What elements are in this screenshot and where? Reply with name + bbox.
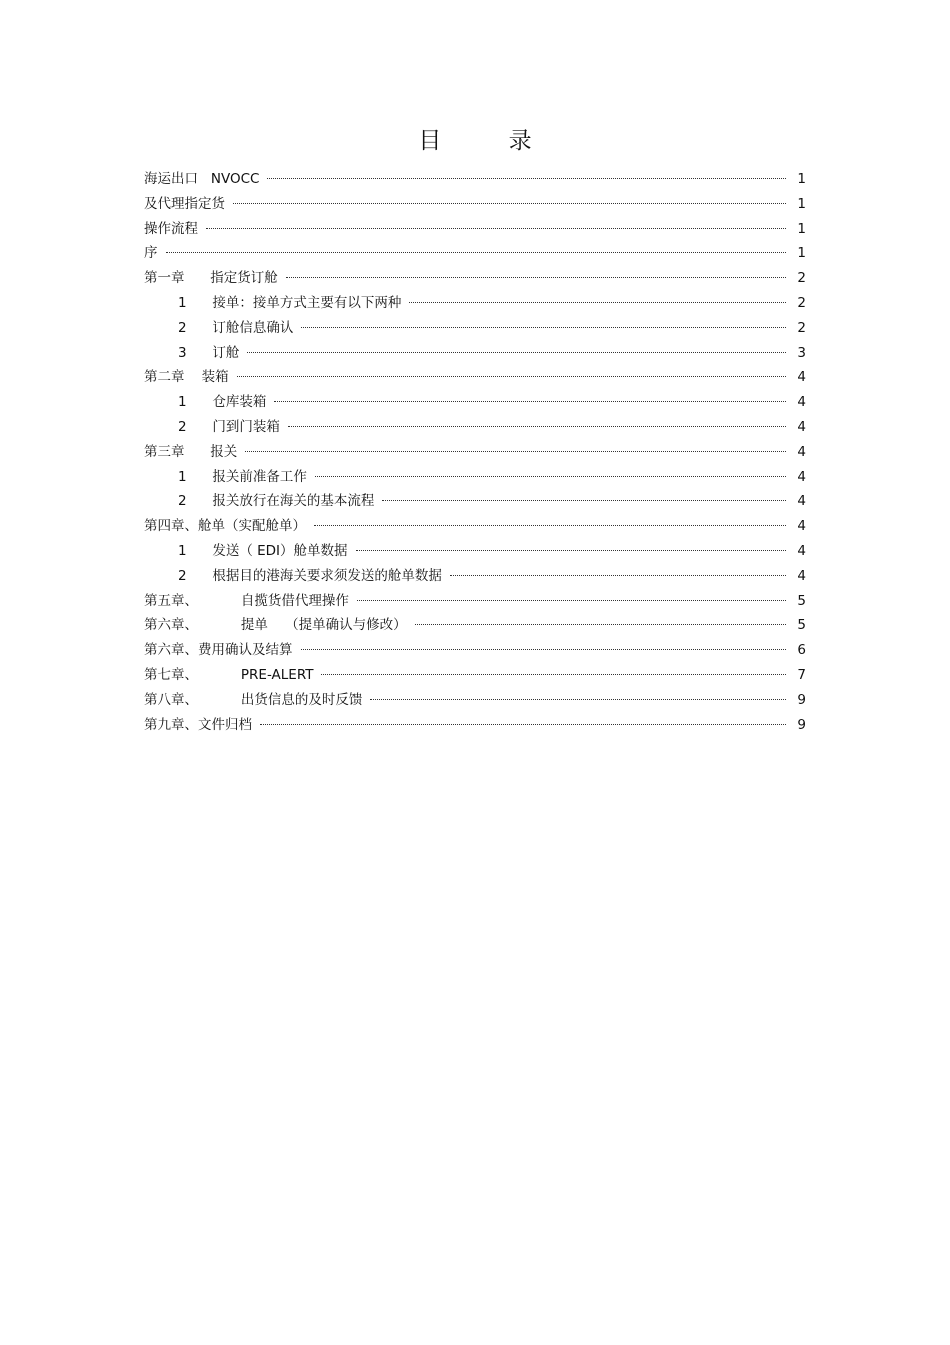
toc-page-number: 4 (797, 567, 806, 584)
toc-subentry[interactable] (144, 390, 806, 415)
toc-subentry[interactable] (144, 316, 806, 341)
toc-entry-label: 操作流程 (144, 220, 198, 237)
toc-entry[interactable] (144, 663, 806, 688)
toc-entry-label: 第五章、 自揽货借代理操作 (144, 592, 349, 609)
toc-entry[interactable] (144, 514, 806, 539)
toc-entry[interactable] (144, 167, 806, 192)
toc-entry[interactable] (144, 638, 806, 663)
toc-page-number: 9 (797, 716, 806, 733)
toc-page-number: 2 (797, 294, 806, 311)
toc-entry[interactable] (144, 713, 806, 738)
toc-subentry[interactable] (144, 539, 806, 564)
toc-page-number: 3 (797, 344, 806, 361)
toc-leader-dots (245, 451, 786, 452)
toc-leader-dots (286, 277, 786, 278)
toc-entry-label: 序 (144, 245, 158, 262)
toc-leader-dots (415, 624, 786, 625)
toc-subentry[interactable] (144, 341, 806, 366)
toc-page-number: 4 (797, 369, 806, 386)
toc-entry-label: 第二章 装箱 (144, 369, 229, 386)
toc-entry[interactable] (144, 266, 806, 291)
toc-leader-dots (450, 575, 786, 576)
toc-page-number: 4 (797, 468, 806, 485)
toc-leader-dots (274, 401, 786, 402)
toc-entry-label: 3 订舱 (178, 344, 240, 361)
toc-page-number: 1 (797, 195, 806, 212)
toc-leader-dots (237, 376, 786, 377)
toc-entry-label: 第一章 指定货订舱 (144, 270, 278, 287)
toc-entry-label: 1 仓库装箱 (178, 394, 267, 411)
toc-leader-dots (356, 550, 786, 551)
toc-leader-dots (267, 178, 786, 179)
toc-leader-dots (288, 426, 786, 427)
toc-subentry[interactable] (144, 291, 806, 316)
toc-entry[interactable] (144, 589, 806, 614)
toc-entry-label: 第四章、舱单（实配舱单） (144, 518, 306, 535)
toc-leader-dots (370, 699, 786, 700)
toc-page-number: 6 (797, 642, 806, 659)
toc-leader-dots (357, 600, 786, 601)
toc-entry-label: 第七章、 PRE-ALERT (144, 666, 314, 683)
toc-entry-label: 第九章、文件归档 (144, 716, 252, 733)
toc-entry-label: 2 报关放行在海关的基本流程 (178, 493, 375, 510)
toc-entry-label: 第六章、 提单 （提单确认与修改） (144, 617, 407, 634)
toc-entry[interactable] (144, 241, 806, 266)
toc-entry[interactable] (144, 217, 806, 242)
toc-page-number: 1 (797, 220, 806, 237)
toc-page-number: 1 (797, 245, 806, 262)
toc-entry[interactable] (144, 440, 806, 465)
toc-leader-dots (301, 649, 787, 650)
toc-entry-label: 第三章 报关 (144, 443, 238, 460)
toc-page-number: 4 (797, 493, 806, 510)
toc-page-number: 2 (797, 270, 806, 287)
toc-leader-dots (321, 674, 786, 675)
toc-leader-dots (260, 724, 786, 725)
toc-entry[interactable] (144, 688, 806, 713)
toc-entry-label: 2 门到门装箱 (178, 418, 280, 435)
table-of-contents (144, 167, 806, 737)
toc-entry-label: 2 根据目的港海关要求须发送的舱单数据 (178, 567, 442, 584)
toc-page-number: 4 (797, 394, 806, 411)
toc-entry[interactable] (144, 365, 806, 390)
toc-entry-label: 海运出口 NVOCC (144, 171, 260, 187)
toc-subentry[interactable] (144, 415, 806, 440)
toc-page-number: 5 (797, 617, 806, 634)
toc-subentry[interactable] (144, 564, 806, 589)
toc-leader-dots (382, 500, 786, 501)
toc-page-number: 4 (797, 418, 806, 435)
toc-subentry[interactable] (144, 465, 806, 490)
page-title: 目 录 (418, 128, 562, 154)
toc-entry-label: 第八章、 出货信息的及时反馈 (144, 691, 363, 708)
toc-leader-dots (166, 252, 787, 253)
toc-page-number: 9 (797, 691, 806, 708)
toc-leader-dots (301, 327, 786, 328)
toc-page-number: 1 (797, 171, 806, 187)
toc-entry[interactable] (144, 613, 806, 638)
toc-subentry[interactable] (144, 489, 806, 514)
toc-leader-dots (409, 302, 786, 303)
toc-leader-dots (314, 525, 786, 526)
toc-page-number: 4 (797, 518, 806, 535)
toc-entry-label: 1 接单：接单方式主要有以下两种 (178, 294, 402, 311)
toc-page-number: 4 (797, 542, 806, 559)
toc-leader-dots (206, 228, 786, 229)
toc-entry-label: 1 报关前准备工作 (178, 468, 307, 485)
toc-page-number: 4 (797, 443, 806, 460)
toc-entry-label: 第六章、费用确认及结算 (144, 642, 293, 659)
toc-page-number: 2 (797, 319, 806, 336)
toc-page-number: 7 (797, 666, 806, 683)
toc-entry[interactable] (144, 192, 806, 217)
toc-entry-label: 1 发送（ EDI）舱单数据 (178, 542, 348, 559)
toc-page-number: 5 (797, 592, 806, 609)
toc-entry-label: 2 订舱信息确认 (178, 319, 294, 336)
toc-leader-dots (315, 476, 786, 477)
toc-leader-dots (247, 352, 786, 353)
toc-entry-label: 及代理指定货 (144, 195, 225, 212)
toc-leader-dots (233, 203, 786, 204)
